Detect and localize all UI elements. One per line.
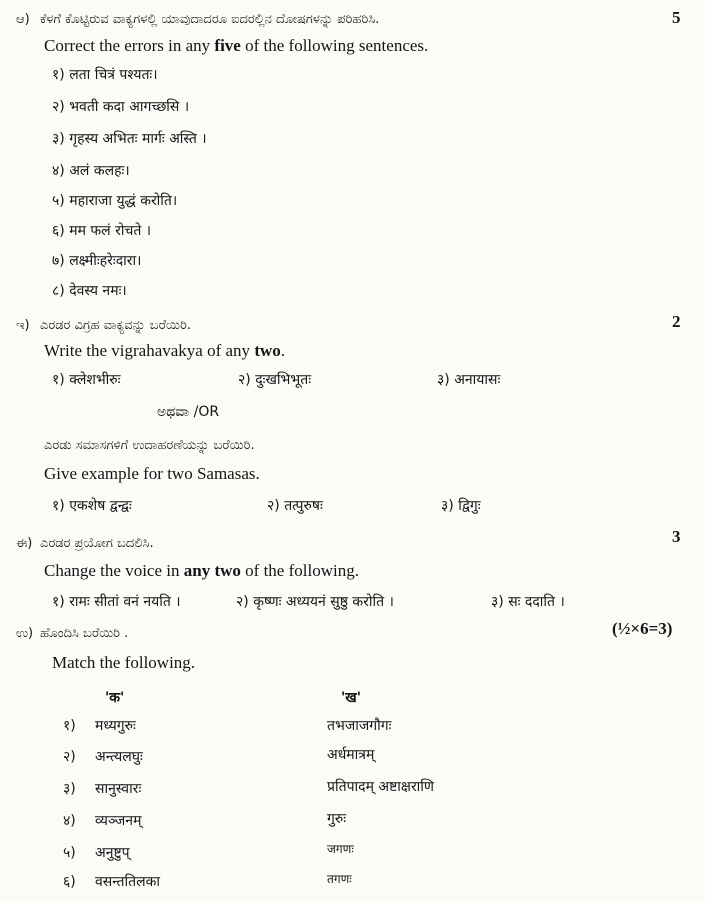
match-col-a-item: वसन्ततिलका: [95, 874, 161, 890]
match-col-b-item: प्रतिपादम् अष्टाक्षराणि: [327, 779, 435, 795]
q-u-marks: (½×6=3): [612, 619, 673, 638]
match-row-number: ४): [63, 813, 76, 829]
match-col-a-item: व्यञ्जनम्: [95, 813, 142, 829]
q-i-english-pre: Write the vigrahavakya of any: [44, 341, 255, 360]
q-ii-item: ३) सः ददाति ।: [491, 594, 565, 610]
match-col-b-header: 'ख': [341, 690, 362, 706]
q-i-item-2: १) एकशेष द्वन्द्वः: [52, 498, 132, 514]
match-col-a-header: 'क': [105, 690, 125, 706]
match-col-a-item: अन्त्यलघुः: [95, 749, 143, 765]
match-row-number: ५): [63, 845, 76, 861]
q-i-item: २) दुःखभिभूतः: [238, 372, 312, 388]
q-i-or-separator: ಅಥವಾ /OR: [157, 404, 220, 420]
match-col-b-item: जगणः: [327, 842, 354, 856]
q-aa-item: ८) देवस्य नमः।: [52, 283, 127, 299]
match-row-number: ३): [63, 781, 76, 797]
q-aa-item: १) लता चित्रं पश्यतः।: [52, 67, 158, 83]
q-ii-item: २) कृष्णः अध्ययनं सुष्ठु करोति ।: [236, 594, 394, 610]
q-i-label: ಇ): [16, 318, 30, 333]
q-aa-label: ಆ): [16, 12, 30, 27]
match-row-number: १): [63, 718, 76, 734]
q-aa-item: ५) महाराजा युद्धं करोति।: [52, 193, 178, 209]
q-ii-kannada-instruction: ಎರಡರ ಪ್ರಯೋಗ ಬದಲಿಸಿ.: [40, 536, 154, 551]
match-row-number: २): [63, 749, 76, 765]
q-aa-item: ३) गृहस्य अभितः मार्गः अस्ति ।: [52, 131, 207, 147]
q-aa-item: ७) लक्ष्मीःहरेःदारा।: [52, 253, 142, 269]
q-aa-english-pre: Correct the errors in any: [44, 36, 215, 55]
q-i-item-2: ३) द्विगुः: [441, 498, 481, 514]
q-aa-english-bold: five: [214, 36, 241, 55]
q-i-kannada-instruction: ಎರಡರ ವಿಗ್ರಹ ವಾಕ್ಯವನ್ನು ಬರೆಯಿರಿ.: [40, 318, 191, 333]
q-aa-marks: 5: [672, 8, 681, 27]
q-u-label: ಉ): [16, 626, 34, 641]
q-i-english-post: .: [280, 341, 286, 360]
q-aa-item: ४) अलं कलहः।: [52, 163, 130, 179]
q-i-english-instruction-2: Give example for two Samasas.: [44, 464, 260, 483]
q-i-item-2: २) तत्पुरुषः: [267, 498, 323, 514]
q-i-item: ३) अनायासः: [437, 372, 501, 388]
q-aa-kannada-instruction: ಕೆಳಗೆ ಕೊಟ್ಟಿರುವ ವಾಕ್ಯಗಳಲ್ಲಿ ಯಾವುದಾದರೂ ಐದರಲ್ಲಿನ ದೋಷಗಳನ್ನು ಪರಿಹರಿಸಿ.: [40, 12, 380, 27]
q-ii-english-pre: Change the voice in: [44, 561, 184, 580]
match-col-a-item: मध्यगुरुः: [95, 718, 136, 734]
q-aa-english-post: of the following sentences.: [240, 36, 429, 55]
q-i-marks: 2: [672, 312, 681, 331]
match-col-b-item: अर्धमात्रम्: [327, 747, 375, 763]
q-ii-label: ಈ): [16, 536, 33, 551]
q-i-item: १) क्लेशभीरुः: [52, 372, 121, 388]
match-col-a-item: सानुस्वारः: [95, 781, 142, 797]
q-ii-english-post: of the following.: [240, 561, 359, 580]
q-ii-english-bold: any two: [183, 561, 241, 580]
q-ii-marks: 3: [672, 527, 681, 546]
q-i-english-instruction: [44, 341, 285, 361]
q-aa-item: २) भवती कदा आगच्छसि ।: [52, 99, 190, 115]
q-ii-item: १) रामः सीतां वनं नयति ।: [52, 594, 181, 610]
match-col-b-item: तभजाजगौगः: [327, 718, 392, 734]
q-u-kannada-instruction: ಹೊಂದಿಸಿ ಬರೆಯಿರಿ .: [40, 626, 129, 641]
q-u-english-instruction: Match the following.: [52, 653, 196, 672]
match-col-b-item: गुरुः: [327, 811, 347, 827]
match-col-a-item: अनुष्टुप्: [95, 845, 130, 861]
match-col-b-item: तगणः: [327, 872, 352, 886]
q-ii-english-instruction: [44, 561, 359, 581]
q-i-kannada-instruction-2: ಎರಡು ಸಮಾಸಗಳಿಗೆ ಉದಾಹರಣೆಯನ್ನು ಬರೆಯಿರಿ.: [44, 438, 255, 453]
q-i-english-bold: two: [254, 341, 281, 360]
match-row-number: ६): [63, 874, 76, 890]
q-aa-item: ६) मम फलं रोचते ।: [52, 223, 152, 239]
q-aa-english-instruction: [44, 36, 428, 56]
